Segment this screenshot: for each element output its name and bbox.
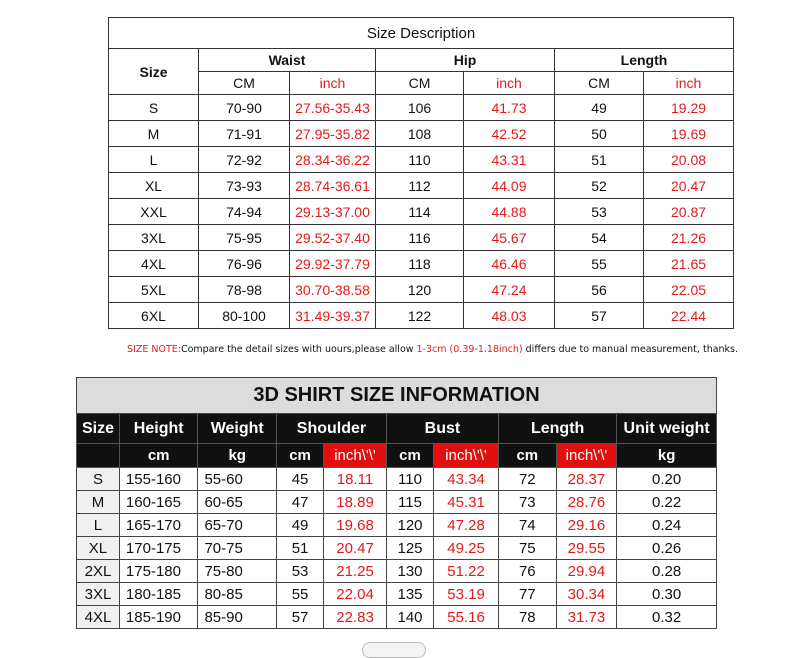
cell-bu-in: 43.34 xyxy=(434,468,499,491)
cell-weight: 85-90 xyxy=(198,606,277,629)
cell-hip-cm: 110 xyxy=(376,147,464,173)
decorative-shape xyxy=(362,642,426,658)
cell-height: 160-165 xyxy=(119,491,198,514)
cell-weight: 80-85 xyxy=(198,583,277,606)
size-description-body xyxy=(109,95,734,329)
unit-cell: kg xyxy=(198,444,277,468)
cell-size: 6XL xyxy=(109,303,199,329)
size-note-text-a: Compare the detail sizes with uours,please allow xyxy=(180,344,417,355)
table-row xyxy=(77,583,717,606)
cell-len-cm: 57 xyxy=(555,303,644,329)
table-row xyxy=(109,147,734,173)
cell-hip-in: 44.09 xyxy=(464,173,555,199)
cell-le-cm: 78 xyxy=(498,606,556,629)
waist-header: Waist xyxy=(199,49,376,72)
cell-sh-cm: 49 xyxy=(276,514,323,537)
cell-len-in: 19.69 xyxy=(644,121,734,147)
cell-hip-in: 43.31 xyxy=(464,147,555,173)
cell-len-in: 21.26 xyxy=(644,225,734,251)
cell-sh-in: 22.83 xyxy=(324,606,387,629)
table-row xyxy=(77,491,717,514)
cell-sh-cm: 53 xyxy=(276,560,323,583)
table-row xyxy=(77,606,717,629)
size-header: Size xyxy=(109,49,199,95)
size-description-title: Size Description xyxy=(109,18,734,49)
unit-cell: kg xyxy=(617,444,717,468)
length-header: Length xyxy=(555,49,734,72)
cell-bu-in: 53.19 xyxy=(434,583,499,606)
cell-sh-in: 18.89 xyxy=(324,491,387,514)
cell-size: XL xyxy=(109,173,199,199)
cell-bu-in: 49.25 xyxy=(434,537,499,560)
cell-height: 175-180 xyxy=(119,560,198,583)
cell-waist-cm: 73-93 xyxy=(199,173,290,199)
cell-height: 165-170 xyxy=(119,514,198,537)
unit-cell: cm xyxy=(386,444,433,468)
cell-waist-cm: 75-95 xyxy=(199,225,290,251)
cell-le-in: 29.55 xyxy=(556,537,617,560)
cell-len-in: 21.65 xyxy=(644,251,734,277)
cell-hip-cm: 122 xyxy=(376,303,464,329)
shirt-size-title: 3D SHIRT SIZE INFORMATION xyxy=(77,378,717,414)
cell-len-cm: 50 xyxy=(555,121,644,147)
cell-le-cm: 73 xyxy=(498,491,556,514)
cell-waist-in: 28.34-36.22 xyxy=(290,147,376,173)
cell-sh-cm: 57 xyxy=(276,606,323,629)
cell-le-in: 29.94 xyxy=(556,560,617,583)
cell-bu-in: 47.28 xyxy=(434,514,499,537)
cell-height: 155-160 xyxy=(119,468,198,491)
unit-cell: inch xyxy=(290,72,376,95)
cell-le-cm: 74 xyxy=(498,514,556,537)
cell-bu-cm: 110 xyxy=(386,468,433,491)
table-row xyxy=(77,468,717,491)
cell-sh-in: 21.25 xyxy=(324,560,387,583)
cell-size: L xyxy=(109,147,199,173)
cell-uw: 0.32 xyxy=(617,606,717,629)
cell-uw: 0.22 xyxy=(617,491,717,514)
cell-uw: 0.24 xyxy=(617,514,717,537)
cell-uw: 0.30 xyxy=(617,583,717,606)
cell-waist-cm: 71-91 xyxy=(199,121,290,147)
cell-hip-in: 45.67 xyxy=(464,225,555,251)
size-note-highlight: 1-3cm (0.39-1.18inch) xyxy=(416,344,523,355)
cell-len-cm: 52 xyxy=(555,173,644,199)
table-row xyxy=(109,95,734,121)
cell-sh-cm: 55 xyxy=(276,583,323,606)
cell-len-cm: 49 xyxy=(555,95,644,121)
cell-waist-cm: 80-100 xyxy=(199,303,290,329)
cell-sh-in: 18.11 xyxy=(324,468,387,491)
cell-size: XXL xyxy=(109,199,199,225)
cell-le-in: 31.73 xyxy=(556,606,617,629)
unit-cell: cm xyxy=(276,444,323,468)
cell-hip-cm: 118 xyxy=(376,251,464,277)
table-row xyxy=(109,225,734,251)
cell-size: S xyxy=(109,95,199,121)
cell-size: M xyxy=(109,121,199,147)
cell-len-in: 20.08 xyxy=(644,147,734,173)
size-note xyxy=(127,344,738,355)
unit-cell: CM xyxy=(376,72,464,95)
unit-cell: inch\'\' xyxy=(324,444,387,468)
cell-sh-cm: 45 xyxy=(276,468,323,491)
cell-weight: 70-75 xyxy=(198,537,277,560)
cell-hip-cm: 114 xyxy=(376,199,464,225)
unit-cell: cm xyxy=(119,444,198,468)
cell-len-in: 22.44 xyxy=(644,303,734,329)
size-note-label: SIZE NOTE: xyxy=(127,344,181,355)
cell-bu-cm: 140 xyxy=(386,606,433,629)
cell-len-cm: 53 xyxy=(555,199,644,225)
unit-cell: cm xyxy=(498,444,556,468)
cell-size: 5XL xyxy=(109,277,199,303)
cell-sh-in: 22.04 xyxy=(324,583,387,606)
cell-size: 4XL xyxy=(77,606,120,629)
cell-bu-cm: 130 xyxy=(386,560,433,583)
cell-size: S xyxy=(77,468,120,491)
unit-cell: inch xyxy=(464,72,555,95)
size-header: Size xyxy=(77,414,120,444)
cell-le-cm: 72 xyxy=(498,468,556,491)
cell-hip-cm: 108 xyxy=(376,121,464,147)
cell-bu-in: 45.31 xyxy=(434,491,499,514)
cell-le-in: 28.76 xyxy=(556,491,617,514)
cell-le-cm: 75 xyxy=(498,537,556,560)
cell-height: 185-190 xyxy=(119,606,198,629)
cell-uw: 0.26 xyxy=(617,537,717,560)
cell-sh-cm: 51 xyxy=(276,537,323,560)
cell-waist-cm: 70-90 xyxy=(199,95,290,121)
units-blank xyxy=(77,444,120,468)
cell-height: 170-175 xyxy=(119,537,198,560)
cell-len-cm: 54 xyxy=(555,225,644,251)
table-row xyxy=(77,560,717,583)
unit-cell: inch\'\' xyxy=(556,444,617,468)
cell-size: L xyxy=(77,514,120,537)
table-row xyxy=(109,303,734,329)
cell-le-in: 30.34 xyxy=(556,583,617,606)
unit-cell: inch xyxy=(644,72,734,95)
unit-cell: CM xyxy=(555,72,644,95)
cell-size: 3XL xyxy=(109,225,199,251)
cell-bu-cm: 125 xyxy=(386,537,433,560)
cell-len-in: 22.05 xyxy=(644,277,734,303)
bust-header: Bust xyxy=(386,414,498,444)
cell-sh-cm: 47 xyxy=(276,491,323,514)
cell-hip-in: 42.52 xyxy=(464,121,555,147)
cell-bu-cm: 120 xyxy=(386,514,433,537)
cell-bu-in: 55.16 xyxy=(434,606,499,629)
shirt-size-body xyxy=(77,468,717,629)
cell-hip-in: 44.88 xyxy=(464,199,555,225)
cell-waist-in: 31.49-39.37 xyxy=(290,303,376,329)
table-row xyxy=(77,514,717,537)
cell-weight: 55-60 xyxy=(198,468,277,491)
shoulder-header: Shoulder xyxy=(276,414,386,444)
table-row xyxy=(109,277,734,303)
table-row xyxy=(109,251,734,277)
cell-size: XL xyxy=(77,537,120,560)
unit-cell: CM xyxy=(199,72,290,95)
cell-size: 3XL xyxy=(77,583,120,606)
cell-size: 4XL xyxy=(109,251,199,277)
cell-len-in: 20.87 xyxy=(644,199,734,225)
cell-weight: 60-65 xyxy=(198,491,277,514)
cell-len-in: 19.29 xyxy=(644,95,734,121)
table-row xyxy=(109,173,734,199)
cell-size: M xyxy=(77,491,120,514)
cell-uw: 0.28 xyxy=(617,560,717,583)
size-description-table xyxy=(108,17,734,329)
unit-weight-header: Unit weight xyxy=(617,414,717,444)
cell-uw: 0.20 xyxy=(617,468,717,491)
cell-hip-cm: 106 xyxy=(376,95,464,121)
weight-header: Weight xyxy=(198,414,277,444)
cell-len-cm: 55 xyxy=(555,251,644,277)
height-header: Height xyxy=(119,414,198,444)
cell-weight: 75-80 xyxy=(198,560,277,583)
cell-len-cm: 56 xyxy=(555,277,644,303)
cell-weight: 65-70 xyxy=(198,514,277,537)
cell-len-cm: 51 xyxy=(555,147,644,173)
cell-hip-cm: 120 xyxy=(376,277,464,303)
cell-len-in: 20.47 xyxy=(644,173,734,199)
cell-waist-cm: 74-94 xyxy=(199,199,290,225)
length-header: Length xyxy=(498,414,616,444)
cell-waist-cm: 76-96 xyxy=(199,251,290,277)
cell-le-cm: 76 xyxy=(498,560,556,583)
cell-bu-in: 51.22 xyxy=(434,560,499,583)
cell-le-cm: 77 xyxy=(498,583,556,606)
cell-waist-cm: 72-92 xyxy=(199,147,290,173)
table-row xyxy=(109,121,734,147)
cell-hip-in: 46.46 xyxy=(464,251,555,277)
cell-waist-cm: 78-98 xyxy=(199,277,290,303)
cell-height: 180-185 xyxy=(119,583,198,606)
cell-bu-cm: 115 xyxy=(386,491,433,514)
cell-bu-cm: 135 xyxy=(386,583,433,606)
cell-sh-in: 20.47 xyxy=(324,537,387,560)
cell-sh-in: 19.68 xyxy=(324,514,387,537)
cell-le-in: 28.37 xyxy=(556,468,617,491)
cell-waist-in: 29.13-37.00 xyxy=(290,199,376,225)
cell-hip-cm: 116 xyxy=(376,225,464,251)
cell-le-in: 29.16 xyxy=(556,514,617,537)
cell-hip-cm: 112 xyxy=(376,173,464,199)
cell-hip-in: 41.73 xyxy=(464,95,555,121)
cell-size: 2XL xyxy=(77,560,120,583)
shirt-size-table xyxy=(76,377,717,629)
hip-header: Hip xyxy=(376,49,555,72)
table-row xyxy=(109,199,734,225)
cell-waist-in: 29.92-37.79 xyxy=(290,251,376,277)
size-note-text-b: differs due to manual measurement, thanks. xyxy=(522,344,739,355)
unit-cell: inch\'\' xyxy=(434,444,499,468)
cell-waist-in: 29.52-37.40 xyxy=(290,225,376,251)
table-row xyxy=(77,537,717,560)
cell-waist-in: 27.95-35.82 xyxy=(290,121,376,147)
cell-waist-in: 28.74-36.61 xyxy=(290,173,376,199)
cell-waist-in: 27.56-35.43 xyxy=(290,95,376,121)
cell-waist-in: 30.70-38.58 xyxy=(290,277,376,303)
cell-hip-in: 48.03 xyxy=(464,303,555,329)
cell-hip-in: 47.24 xyxy=(464,277,555,303)
